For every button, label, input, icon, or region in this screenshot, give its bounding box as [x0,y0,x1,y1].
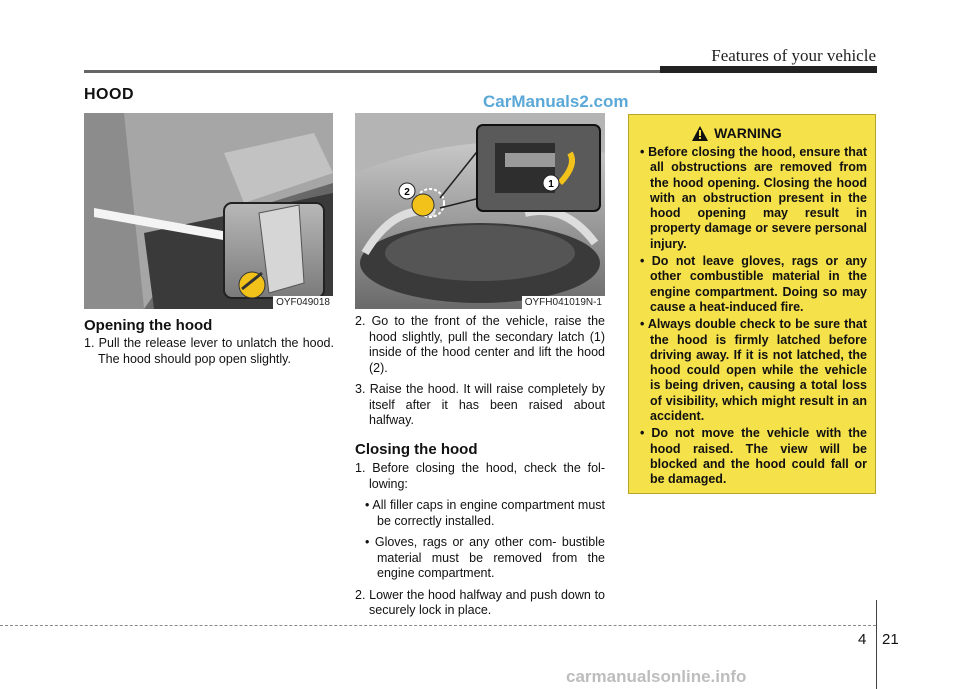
opening-step-1: 1. Pull the release lever to unlatch the hood. The hood should pop open slightly. [84,336,334,366]
closing-heading: Closing the hood [355,441,478,458]
callout-2-badge [399,183,415,199]
warning-item: • Do not move the vehicle with the hood raised. The view will be blocked and the hood could fall or be damaged. [640,426,867,487]
page-number: 21 [882,631,899,648]
warning-list [637,145,867,488]
warning-triangle-icon [692,126,708,141]
figure-label: OYFH041019N-1 [522,296,605,309]
warning-item: • Do not leave gloves, rags or any other combustible material in the engine compartment. Doing so may cause a heat-induced fire. [640,254,867,314]
figure-release-lever [84,113,333,309]
watermark-bottom: carmanualsonline.info [566,667,747,686]
page-title: HOOD [84,86,134,103]
warning-item: • Before closing the hood, ensure that all obstructions are removed from the hood opening. Closing the hood with an obstruction present in the hood opening may result in property damage or severe personal injury. [640,145,867,251]
closing-step-2: 2. Lower the hood halfway and push down to securely lock in place. [355,587,605,617]
opening-step-3: 3. Raise the hood. It will raise completely by itself after it has been raised about halfway. [355,382,605,427]
warning-item: • Always double check to be sure that the hood is firmly latched before driving away. If it is not latched, the hood could open while the vehicle is being driven, causing a total loss of visibility, which might result in an accident. [640,317,867,424]
header-rule [84,70,660,73]
opening-steps [84,336,334,373]
callout-1-badge [543,175,559,191]
callout-1: 1 [548,179,554,190]
watermark-top: CarManuals2.com [483,92,629,111]
warning-header [607,125,867,141]
warning-box [628,114,876,494]
closing-bullet-2: • Gloves, rags or any other com- bustible material must be removed from the engine compartment. [365,535,605,580]
opening-steps-continued [355,314,605,435]
closing-steps [355,461,605,625]
footer-rule [0,625,876,626]
figure-label: OYF049018 [273,296,333,309]
closing-step-1: 1. Before closing the hood, check the fol- lowing: [355,461,605,491]
hand-pointer-icon [239,272,265,298]
opening-step-2: 2. Go to the front of the vehicle, raise the hood slightly, pull the secondary latch (1) inside of the hood center and lift the hood (2). [355,314,605,375]
section-title: Features of your vehicle [711,46,876,65]
header-rule-accent [660,66,877,73]
hand-pointer-icon [412,194,434,216]
closing-bullet-1: • All filler caps in engine compartment must be correctly installed. [365,498,605,528]
warning-title: WARNING [714,125,782,141]
hood-latch-illustration [355,113,605,309]
figure-hood-latch [355,113,605,309]
chapter-number: 4 [858,631,867,648]
release-lever-illustration [84,113,333,309]
page-number-divider [876,600,877,689]
callout-2: 2 [404,187,410,198]
opening-heading: Opening the hood [84,317,213,334]
